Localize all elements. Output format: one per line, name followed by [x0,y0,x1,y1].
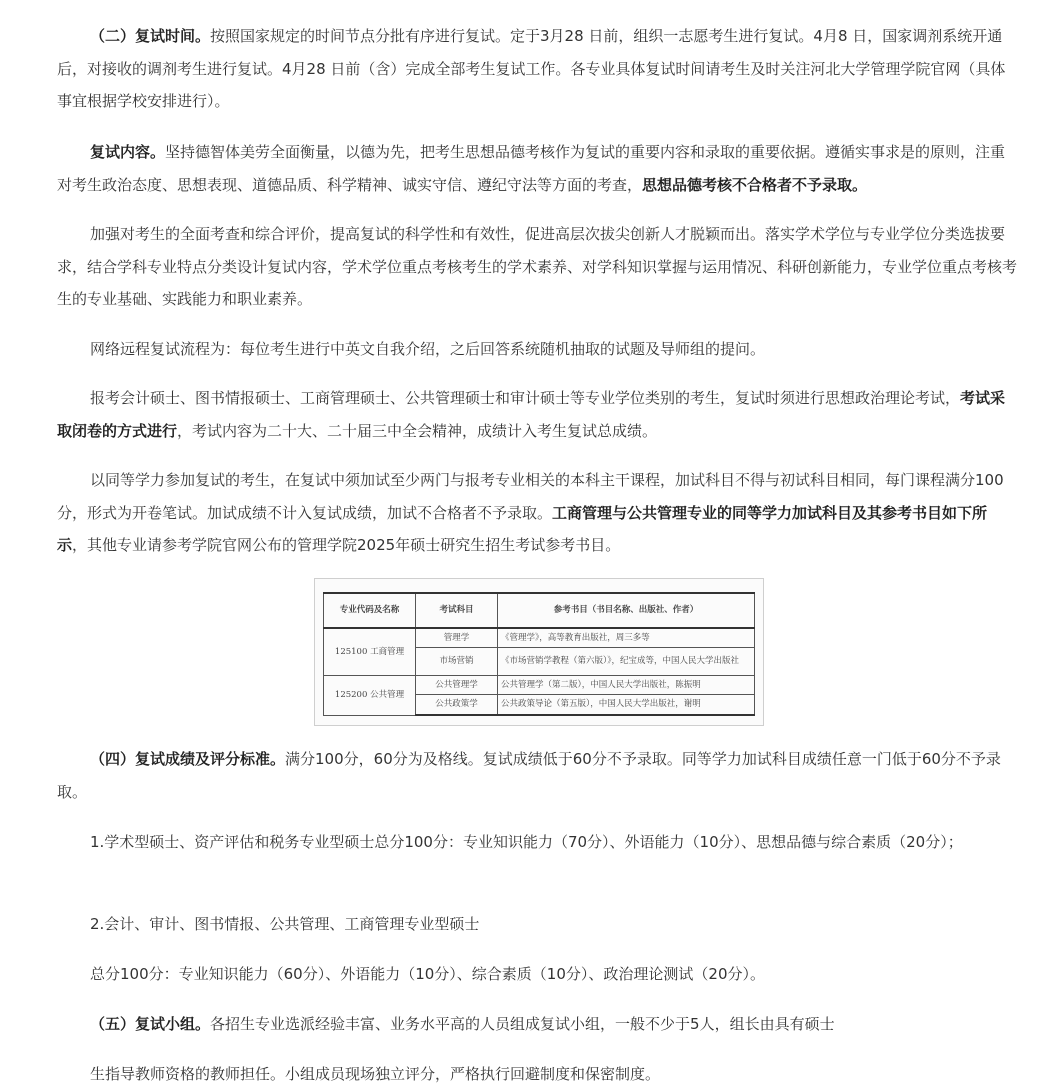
paragraph-political-exam [57,382,1017,447]
academic-scoring-text: 1.学术型硕士、资产评估和税务专业型硕士总分100分：专业知识能力（70分）、外语能力（10分）、思想品德与综合素质（20分）； [90,833,963,851]
heading-scoring-standard: （四）复试成绩及评分标准。 [90,750,286,768]
subject-cell: 公共政策学 [416,695,498,716]
paragraph-professional-degrees [57,908,1017,941]
remote-process-text: 网络远程复试流程为：每位考生进行中英文自我介绍，之后回答系统随机抽取的试题及导师组的提问。 [90,340,766,358]
table-row [324,676,755,695]
political-exam-emphasis: 考试采取闭卷的方式进行 [57,389,1006,440]
reference-books-table [323,592,755,716]
paragraph-scoring-standard [57,743,1017,808]
paragraph-remote-process [57,333,1017,366]
table-row [324,628,755,648]
reference-books-table-image [314,578,764,726]
scoring-standard-text: 满分100分，60分为及格线。复试成绩低于60分不予录取。同等学力加试科目成绩任意一门低于60分不予录取。 [57,750,1001,801]
evaluation-text: 加强对考生的全面考查和综合评价，提高复试的科学性和有效性，促进高层次拔尖创新人才脱颖而出。落实学术学位与专业学位分类选拔要求，结合学科专业特点分类设计复试内容，学术学位重点考核考生的学术素养、对学科知识掌握与运用情况、科研创新能力，专业学位重点考核考生的专业基础、实践能力和职业素养。 [57,225,1018,308]
political-exam-text-end: ，考试内容为二十大、二十届三中全会精神，成绩计入考生复试总成绩。 [177,421,658,440]
col-header-major: 专业代码及名称 [324,593,416,628]
political-exam-text: 报考会计硕士、图书情报硕士、工商管理硕士、公共管理硕士和审计硕士等专业学位类别的考生，复试时须进行思想政治理论考试， [90,389,961,407]
paragraph-professional-scoring [57,958,1017,991]
heading-retest-group: （五）复试小组。 [90,1015,211,1033]
professional-scoring-text: 总分100分：专业知识能力（60分）、外语能力（10分）、综合素质（10分）、政治理论测试（20分）。 [90,965,765,983]
retest-group-text: 各招生专业选派经验丰富、业务水平高的人员组成复试小组，一般不少于5人，组长由具有硕士 [210,1015,835,1033]
col-header-books: 参考书目（书目名称、出版社、作者） [498,593,755,628]
paragraph-retest-content [57,136,1017,201]
book-cell: 公共政策导论（第五版），中国人民大学出版社，谢明 [498,695,755,716]
book-cell: 公共管理学（第二版），中国人民大学出版社，陈振明 [498,676,755,695]
equivalent-emphasis: 工商管理与公共管理专业的同等学力加试科目及其参考书目如下所示 [57,503,988,554]
paragraph-academic-scoring [57,826,1017,859]
subject-cell: 公共管理学 [416,676,498,695]
paragraph-comprehensive-evaluation [57,218,1017,316]
equivalent-text-end: ，其他专业请参考学院官网公布的管理学院2025年硕士研究生招生考试参考书目。 [72,536,621,554]
book-cell: 《市场营销学教程（第六版）》，纪宝成等，中国人民大学出版社 [498,648,755,676]
book-cell: 《管理学》，高等教育出版社，周三多等 [498,628,755,648]
retest-group-text-cont: 生指导教师资格的教师担任。小组成员现场独立评分，严格执行回避制度和保密制度。 [90,1065,661,1083]
col-header-subject: 考试科目 [416,593,498,628]
paragraph-equivalent-education [57,464,1017,562]
subject-cell: 管理学 [416,628,498,648]
retest-time-text: 按照国家规定的时间节点分批有序进行复试。定于3月28 日前，组织一志愿考生进行复试。4月8 日，国家调剂系统开通后，对接收的调剂考生进行复试。4月28 日前（含）完成全部考生复试工作。各专业具体复试时间请考生及时关注河北大学管理学院官网（具体事宜根据学校安排进行）。 [57,27,1006,110]
major-cell: 125200 公共管理 [324,676,416,716]
paragraph-retest-time [57,20,1017,118]
paragraph-retest-group [57,1008,1017,1041]
heading-retest-content: 复试内容。 [90,143,166,161]
heading-retest-time: （二）复试时间。 [90,27,211,45]
retest-content-emphasis: 思想品德考核不合格者不予录取。 [642,175,868,194]
major-cell: 125100 工商管理 [324,628,416,676]
professional-degrees-text: 2.会计、审计、图书情报、公共管理、工商管理专业型硕士 [90,915,480,933]
paragraph-retest-group-cont [57,1058,1017,1091]
equivalent-text: 以同等学力参加复试的考生，在复试中须加试至少两门与报考专业相关的本科主干课程，加试科目不得与初试科目相同，每门课程满分100分，形式为开卷笔试。加试成绩不计入复试成绩，加试不合格者不予录取。 [57,471,1004,522]
subject-cell: 市场营销 [416,648,498,676]
retest-content-text: 坚持德智体美劳全面衡量，以德为先，把考生思想品德考核作为复试的重要内容和录取的重要依据。遵循实事求是的原则，注重对考生政治态度、思想表现、道德品质、科学精神、诚实守信、遵纪守法等方面的考查， [57,143,1006,194]
